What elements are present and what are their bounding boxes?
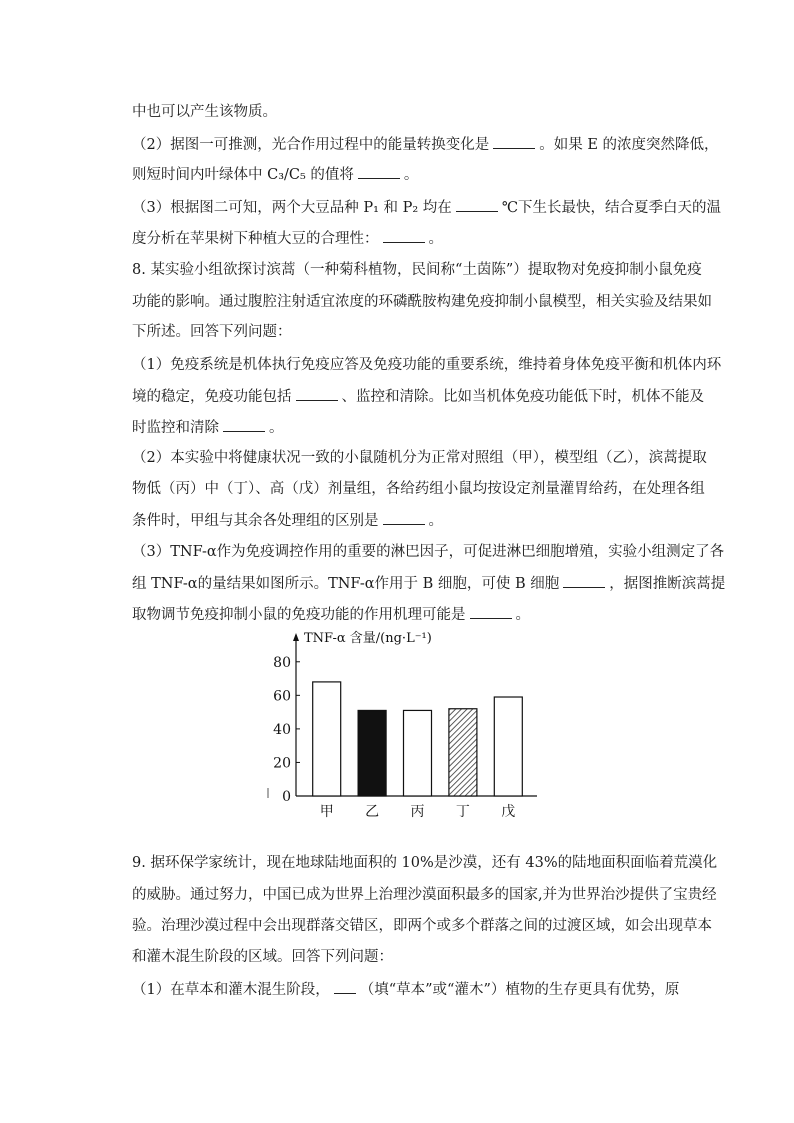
text: 。 bbox=[269, 420, 284, 436]
x-tick-label: 甲 bbox=[319, 804, 334, 820]
text: （填“草本”或“灌木”）植物的生存更具有优势，原 bbox=[359, 982, 680, 998]
answer-blank[interactable] bbox=[493, 134, 535, 149]
text: 。 bbox=[428, 231, 443, 247]
text: 则短时间内叶绿体中 C₃/C₅ 的值将 bbox=[132, 167, 354, 183]
text: 、监控和清除。比如当机体免疫功能低下时，机体不能及 bbox=[341, 389, 704, 405]
y-tick-label: 20 bbox=[273, 755, 291, 772]
text-line bbox=[132, 228, 443, 249]
tnf-alpha-bar-chart bbox=[262, 625, 542, 825]
text-line bbox=[132, 164, 418, 185]
text-line bbox=[132, 947, 393, 967]
text: （2）据图一可推测，光合作用过程中的能量转换变化是 bbox=[132, 137, 490, 153]
question-7-2 bbox=[132, 134, 719, 155]
text-line bbox=[132, 573, 725, 594]
answer-blank[interactable] bbox=[358, 164, 400, 179]
answer-blank[interactable] bbox=[470, 604, 512, 619]
text: 中也可以产生该物质。 bbox=[132, 104, 277, 120]
question-9-1 bbox=[132, 979, 679, 1000]
text-line bbox=[132, 292, 712, 312]
y-axis-title: TNF-α 含量/(ng·L⁻¹) bbox=[304, 631, 432, 646]
text-line bbox=[132, 916, 712, 936]
text-line bbox=[132, 885, 717, 905]
text: 下所述。回答下列问题： bbox=[132, 324, 292, 340]
bar-戊 bbox=[494, 697, 522, 796]
question-8-2 bbox=[132, 448, 707, 468]
text: 。 bbox=[515, 607, 530, 623]
x-tick-label: 丁 bbox=[455, 804, 470, 820]
bar-丙 bbox=[404, 710, 432, 796]
y-tick-label: 40 bbox=[273, 721, 291, 738]
text: （3）根据图二可知，两个大豆品种 P₁ 和 P₂ 均在 bbox=[132, 200, 452, 216]
answer-blank[interactable] bbox=[383, 228, 425, 243]
question-8-stem bbox=[132, 260, 702, 280]
text-line bbox=[132, 510, 443, 531]
text-line bbox=[132, 604, 530, 625]
text: 组 TNF-α的量结果如图所示。TNF-α作用于 B 细胞，可使 B 细胞 bbox=[132, 576, 560, 592]
question-8-3 bbox=[132, 542, 724, 562]
text: 条件时，甲组与其余各处理组的区别是 bbox=[132, 513, 379, 529]
text: 取物调节免疫抑制小鼠的免疫功能的作用机理可能是 bbox=[132, 607, 466, 623]
text: ℃下生长最快，结合夏季白天的温 bbox=[501, 200, 722, 216]
answer-blank[interactable] bbox=[223, 417, 265, 432]
answer-blank[interactable] bbox=[456, 197, 498, 212]
text: （3）TNF-α作为免疫调控作用的重要的淋巴因子，可促进淋巴细胞增殖，实验小组测定了各 bbox=[132, 544, 725, 560]
text: 。 bbox=[403, 167, 419, 183]
answer-blank[interactable] bbox=[563, 573, 605, 588]
text: 和灌木混生阶段的区域。回答下列问题： bbox=[132, 949, 393, 965]
bar-甲 bbox=[313, 682, 341, 796]
text-line bbox=[132, 322, 292, 342]
y-tick-label: 60 bbox=[273, 688, 291, 705]
text-line bbox=[132, 479, 705, 499]
x-tick-label: 戊 bbox=[501, 804, 516, 820]
text-line bbox=[132, 417, 284, 438]
text: 。如果 E 的浓度突然降低， bbox=[539, 137, 719, 153]
x-tick-label: 丙 bbox=[410, 804, 425, 820]
text: 验。治理沙漠过程中会出现群落交错区，即两个或多个群落之间的过渡区域，如会出现草本 bbox=[132, 918, 712, 934]
text: 物低（丙）中（丁）、高（戊）剂量组，各给药组小鼠均按设定剂量灌胃给药，在处理各组 bbox=[132, 481, 705, 497]
question-9-stem bbox=[132, 853, 717, 873]
text-line bbox=[132, 102, 277, 122]
answer-blank[interactable] bbox=[334, 979, 356, 994]
x-tick-label: 乙 bbox=[365, 804, 380, 820]
text: 境的稳定，免疫功能包括 bbox=[132, 389, 292, 405]
text: 时监控和清除 bbox=[132, 420, 219, 436]
y-tick-label: 0 bbox=[282, 789, 291, 805]
y-axis-arrow bbox=[293, 633, 299, 641]
text: 的威胁。通过努力，中国已成为世界上治理沙漠面积最多的国家,并为世界治沙提供了宝贵经 bbox=[132, 887, 717, 903]
question-8-1 bbox=[132, 355, 721, 375]
bar-丁 bbox=[449, 709, 477, 796]
text-line bbox=[132, 386, 704, 407]
text: 。 bbox=[428, 513, 443, 529]
y-tick-label: 80 bbox=[273, 654, 291, 671]
text: （1）免疫系统是机体执行免疫应答及免疫功能的重要系统，维持着身体免疫平衡和机体内环 bbox=[132, 357, 722, 373]
text: ，据图推断滨蒿提 bbox=[609, 576, 726, 592]
question-7-3 bbox=[132, 197, 721, 218]
text: （1）在草本和灌木混生阶段， bbox=[132, 982, 330, 998]
text: 度分析在苹果树下种植大豆的合理性： bbox=[132, 231, 379, 247]
bar-乙 bbox=[358, 710, 386, 796]
answer-blank[interactable] bbox=[296, 386, 338, 401]
answer-blank[interactable] bbox=[383, 510, 425, 525]
text: 8. 某实验小组欲探讨滨蒿（一种菊科植物，民间称“土茵陈”）提取物对免疫抑制小鼠免疫 bbox=[132, 262, 702, 278]
text: （2）本实验中将健康状况一致的小鼠随机分为正常对照组（甲），模型组（乙），滨蒿提取 bbox=[132, 450, 707, 466]
text: 功能的影响。通过腹腔注射适宜浓度的环磷酰胺构建免疫抑制小鼠模型，相关实验及结果如 bbox=[132, 294, 712, 310]
text: 9. 据环保学家统计，现在地球陆地面积的 10%是沙漠，还有 43%的陆地面积面临着荒漠化 bbox=[132, 855, 718, 871]
